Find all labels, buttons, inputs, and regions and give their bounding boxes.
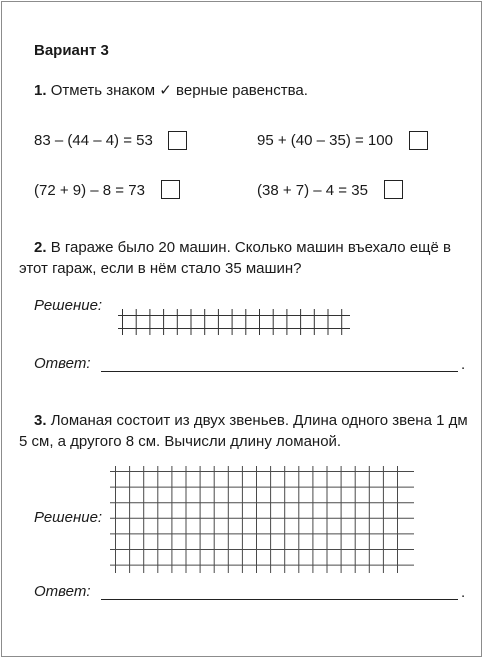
task-3-number: 3.: [34, 412, 47, 429]
task-2-solution-grid[interactable]: [118, 309, 352, 336]
task-3-solution-label: Решение:: [34, 509, 103, 526]
equation-2: 95 + (40 – 35) = 100: [257, 132, 393, 149]
task-1-prompt: [34, 80, 308, 101]
task-2-answer-period: .: [461, 356, 466, 373]
task-2-solution-label: Решение:: [34, 297, 103, 314]
task-1-number: 1.: [34, 82, 47, 99]
equation-1-checkbox[interactable]: [168, 131, 187, 150]
task-2-prompt: [19, 237, 474, 279]
task-2-text: В гараже было 20 машин. Сколько машин въехало ещё в этот гараж, если в нём стало 35 машин?: [19, 239, 451, 277]
task-3-answer-label: Ответ:: [34, 583, 91, 600]
equation-4: (38 + 7) – 4 = 35: [257, 182, 368, 199]
variant-title: Вариант 3: [34, 42, 109, 59]
task-2-answer-line[interactable]: [101, 371, 458, 372]
task-3-text: Ломаная состоит из двух звеньев. Длина одного звена 1 дм 5 см, а другого 8 см. Вычисли длину ломаной.: [19, 412, 468, 450]
task-3-solution-grid[interactable]: [110, 466, 416, 574]
task-1-text-after: верные равенства.: [176, 82, 308, 99]
task-2-number: 2.: [34, 239, 47, 256]
equation-1: 83 – (44 – 4) = 53: [34, 132, 153, 149]
equation-3: (72 + 9) – 8 = 73: [34, 182, 145, 199]
equation-2-checkbox[interactable]: [409, 131, 428, 150]
task-2-answer-label: Ответ:: [34, 355, 91, 372]
task-3-answer-period: .: [461, 584, 466, 601]
task-3-answer-line[interactable]: [101, 599, 458, 600]
equation-3-checkbox[interactable]: [161, 180, 180, 199]
checkmark-icon: ✓: [159, 82, 172, 99]
task-3-prompt: [19, 410, 474, 452]
equation-4-checkbox[interactable]: [384, 180, 403, 199]
task-1-text-before: Отметь знаком: [50, 82, 156, 99]
